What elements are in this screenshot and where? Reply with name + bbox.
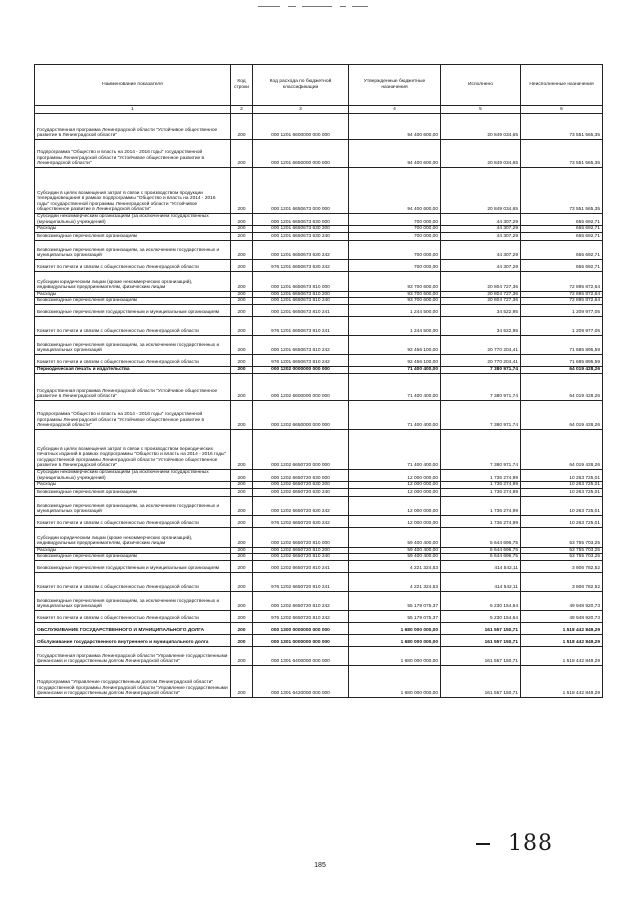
row-executed: 1 736 274,99 bbox=[441, 469, 521, 481]
table-row bbox=[35, 665, 603, 697]
row-executed: 44 307,29 bbox=[441, 214, 521, 226]
row-executed: 44 307,29 bbox=[441, 259, 521, 271]
budget-execution-table bbox=[34, 64, 603, 698]
row-expense-code: 000 1300 0000000 000 000 bbox=[253, 622, 349, 634]
row-expense-code: 000 1202 6650720 630 242 bbox=[253, 496, 349, 515]
row-unexecuted: 73 551 565,35 bbox=[521, 140, 603, 168]
table-row bbox=[35, 298, 603, 305]
handwritten-page-number bbox=[476, 831, 553, 856]
column-number: 5 bbox=[441, 106, 521, 114]
row-line-code: 200 bbox=[231, 665, 253, 697]
table-row bbox=[35, 304, 603, 316]
row-name: Государственная программа Ленинградской области "Устойчивое общественное развитие в Ленинградской области" bbox=[35, 373, 231, 400]
row-expense-code: 976 1201 6650673 810 242 bbox=[253, 354, 349, 366]
row-unexecuted: 73 551 565,35 bbox=[521, 168, 603, 214]
row-line-code: 200 bbox=[231, 622, 253, 634]
row-name: ОБСЛУЖИВАНИЕ ГОСУДАРСТВЕННОГО И МУНИЦИПАЛЬНОГО ДОЛГА bbox=[35, 622, 231, 634]
row-expense-code: 000 1202 6650720 810 000 bbox=[253, 527, 349, 547]
row-expense-code: 000 1202 6650720 000 000 bbox=[253, 429, 349, 469]
row-line-code: 200 bbox=[231, 547, 253, 554]
row-name: Государственная программа Ленинградской области "Устойчивое общественное развитие в Ленинградской области" bbox=[35, 114, 231, 140]
row-approved: 59 400 400,00 bbox=[349, 547, 441, 554]
row-name: Комитет по печати и связям с общественностью Ленинградской области bbox=[35, 610, 231, 622]
row-approved: 59 400 400,00 bbox=[349, 554, 441, 561]
row-unexecuted: 53 755 703,25 bbox=[521, 547, 603, 554]
row-unexecuted: 1 518 442 849,29 bbox=[521, 634, 603, 646]
row-approved: 93 700 600,00 bbox=[349, 298, 441, 305]
row-name: Безвозмездные перечисления организациям, за исключением государственных и муниципальных организаций bbox=[35, 591, 231, 610]
table-row bbox=[35, 527, 603, 547]
table-row bbox=[35, 335, 603, 354]
row-expense-code: 000 1201 6650673 630 240 bbox=[253, 232, 349, 240]
row-line-code: 200 bbox=[231, 114, 253, 140]
row-unexecuted: 53 755 703,25 bbox=[521, 554, 603, 561]
row-expense-code: 000 1201 6650673 810 241 bbox=[253, 304, 349, 316]
row-expense-code: 000 1202 0000000 000 000 bbox=[253, 366, 349, 373]
row-expense-code: 976 1202 6650720 630 242 bbox=[253, 515, 349, 527]
row-executed: 5 644 696,75 bbox=[441, 527, 521, 547]
table-row bbox=[35, 226, 603, 233]
column-number: 4 bbox=[349, 106, 441, 114]
row-executed: 20 804 727,36 bbox=[441, 271, 521, 291]
row-unexecuted: 71 685 895,59 bbox=[521, 354, 603, 366]
row-line-code: 200 bbox=[231, 554, 253, 561]
row-name: Субсидии в целях возмещения затрат в связи с производством продукции телерадиовещания в рамках подпрограммы "Общество и власть на 2014 - 2016 годы" государственной программы Ленинградской области "Устойчивое общественное развитие в Ленинградской области" bbox=[35, 168, 231, 214]
row-approved: 92 456 100,00 bbox=[349, 335, 441, 354]
table-row bbox=[35, 646, 603, 665]
row-name: Комитет по печати и связям с общественностью Ленинградской области bbox=[35, 259, 231, 271]
row-executed: 5 644 696,75 bbox=[441, 547, 521, 554]
row-line-code: 200 bbox=[231, 482, 253, 489]
row-unexecuted: 73 551 565,35 bbox=[521, 114, 603, 140]
table-row bbox=[35, 496, 603, 515]
row-line-code: 200 bbox=[231, 214, 253, 226]
row-expense-code: 000 1202 6650720 810 242 bbox=[253, 591, 349, 610]
row-name: Расходы bbox=[35, 482, 231, 489]
row-expense-code: 000 1201 6650673 630 200 bbox=[253, 226, 349, 233]
row-line-code: 200 bbox=[231, 271, 253, 291]
table-row bbox=[35, 610, 603, 622]
row-approved: 1 244 500,00 bbox=[349, 304, 441, 316]
row-approved: 700 000,00 bbox=[349, 240, 441, 259]
row-name: Безвозмездные перечисления организациям, за исключением государственных и муниципальных организаций bbox=[35, 335, 231, 354]
row-expense-code: 000 1202 6650720 810 240 bbox=[253, 554, 349, 561]
row-unexecuted: 64 019 428,26 bbox=[521, 366, 603, 373]
row-executed: 20 770 204,41 bbox=[441, 335, 521, 354]
table-row bbox=[35, 634, 603, 646]
row-approved: 94 400 600,00 bbox=[349, 168, 441, 214]
table-row bbox=[35, 114, 603, 140]
row-line-code: 200 bbox=[231, 366, 253, 373]
row-name: Безвозмездные перечисления организациям bbox=[35, 488, 231, 496]
column-number: 1 bbox=[35, 106, 231, 114]
row-line-code: 200 bbox=[231, 354, 253, 366]
row-name: Подпрограмма "Общество и власть на 2014 - 2016 годы" государственной программы Ленинградской области "Устойчивое общественное развитие в Ленинградской области" bbox=[35, 400, 231, 429]
row-line-code: 200 bbox=[231, 496, 253, 515]
row-expense-code: 000 1301 6400000 000 000 bbox=[253, 646, 349, 665]
row-approved: 12 000 000,00 bbox=[349, 496, 441, 515]
row-name: Безвозмездные перечисления организациям bbox=[35, 232, 231, 240]
row-name: Периодическая печать и издательства bbox=[35, 366, 231, 373]
row-line-code: 200 bbox=[231, 646, 253, 665]
row-line-code: 200 bbox=[231, 429, 253, 469]
table-row bbox=[35, 366, 603, 373]
column-number: 6 bbox=[521, 106, 603, 114]
row-line-code: 200 bbox=[231, 140, 253, 168]
row-name: Комитет по печати и связям с общественностью Ленинградской области bbox=[35, 515, 231, 527]
row-approved: 55 179 075,37 bbox=[349, 610, 441, 622]
table-row bbox=[35, 240, 603, 259]
row-name: Расходы bbox=[35, 226, 231, 233]
row-unexecuted: 1 209 977,05 bbox=[521, 304, 603, 316]
page-number: 185 bbox=[314, 862, 326, 869]
row-line-code: 200 bbox=[231, 515, 253, 527]
row-name: Комитет по печати и связям с общественностью Ленинградской области bbox=[35, 316, 231, 335]
row-expense-code: 000 1202 6650720 810 241 bbox=[253, 560, 349, 572]
row-executed: 414 542,11 bbox=[441, 572, 521, 591]
row-unexecuted: 49 948 920,73 bbox=[521, 591, 603, 610]
table-row bbox=[35, 488, 603, 496]
row-name: Подпрограмма "Управление государственным долгом Ленинградской области" государственной программы Ленинградской области "Управление государственными финансами и государственным долгом Ленинградской области" bbox=[35, 665, 231, 697]
row-line-code: 200 bbox=[231, 226, 253, 233]
row-unexecuted: 10 263 725,01 bbox=[521, 482, 603, 489]
row-line-code: 200 bbox=[231, 488, 253, 496]
row-approved: 94 400 600,00 bbox=[349, 114, 441, 140]
table-row bbox=[35, 515, 603, 527]
row-executed: 20 770 204,41 bbox=[441, 354, 521, 366]
header-expense-code: Код расхода по бюджетной классификации bbox=[253, 65, 349, 106]
row-approved: 4 221 324,53 bbox=[349, 560, 441, 572]
scan-artifact bbox=[258, 2, 378, 12]
column-number: 3 bbox=[253, 106, 349, 114]
row-name: Расходы bbox=[35, 547, 231, 554]
row-unexecuted: 1 518 442 849,29 bbox=[521, 646, 603, 665]
row-executed: 20 849 034,65 bbox=[441, 114, 521, 140]
row-expense-code: 000 1201 6650000 000 000 bbox=[253, 140, 349, 168]
row-line-code: 200 bbox=[231, 316, 253, 335]
table-row bbox=[35, 291, 603, 298]
row-line-code: 200 bbox=[231, 304, 253, 316]
row-expense-code: 000 1201 6650673 810 200 bbox=[253, 291, 349, 298]
row-executed: 414 542,11 bbox=[441, 560, 521, 572]
table-row bbox=[35, 572, 603, 591]
row-unexecuted: 53 755 703,25 bbox=[521, 527, 603, 547]
row-approved: 1 680 000 000,00 bbox=[349, 646, 441, 665]
row-name: Государственная программа Ленинградской области "Управление государственными финансами и государственным долгом Ленинградской области" bbox=[35, 646, 231, 665]
row-executed: 161 557 150,71 bbox=[441, 665, 521, 697]
row-name: Безвозмездные перечисления государственным и муниципальным организациям bbox=[35, 560, 231, 572]
header-indicator-name: Наименование показателя bbox=[35, 65, 231, 106]
row-expense-code: 000 1201 6650673 810 240 bbox=[253, 298, 349, 305]
row-line-code: 200 bbox=[231, 469, 253, 481]
row-line-code: 200 bbox=[231, 232, 253, 240]
row-executed: 5 644 696,75 bbox=[441, 554, 521, 561]
row-line-code: 200 bbox=[231, 610, 253, 622]
row-expense-code: 000 1202 6600000 000 000 bbox=[253, 373, 349, 400]
row-executed: 44 307,29 bbox=[441, 240, 521, 259]
row-approved: 1 680 000 000,00 bbox=[349, 634, 441, 646]
header-executed: Исполнено bbox=[441, 65, 521, 106]
row-executed: 44 307,29 bbox=[441, 232, 521, 240]
row-approved: 12 000 000,00 bbox=[349, 515, 441, 527]
row-approved: 12 000 000,00 bbox=[349, 469, 441, 481]
row-name: Безвозмездные перечисления организациям, за исключением государственных и муниципальных организаций bbox=[35, 240, 231, 259]
row-executed: 34 522,95 bbox=[441, 304, 521, 316]
row-unexecuted: 655 692,71 bbox=[521, 214, 603, 226]
table-row bbox=[35, 560, 603, 572]
row-expense-code: 000 1201 6600000 000 000 bbox=[253, 114, 349, 140]
table-row bbox=[35, 622, 603, 634]
row-approved: 94 400 600,00 bbox=[349, 140, 441, 168]
column-number-row bbox=[35, 106, 603, 114]
row-approved: 71 400 400,00 bbox=[349, 429, 441, 469]
row-approved: 700 000,00 bbox=[349, 214, 441, 226]
row-name: Безвозмездные перечисления государственным и муниципальным организациям bbox=[35, 304, 231, 316]
row-executed: 1 736 274,99 bbox=[441, 482, 521, 489]
row-expense-code: 976 1201 6650673 630 242 bbox=[253, 259, 349, 271]
row-approved: 93 700 600,00 bbox=[349, 271, 441, 291]
row-expense-code: 000 1202 6650720 810 200 bbox=[253, 547, 349, 554]
row-approved: 71 400 400,00 bbox=[349, 366, 441, 373]
row-unexecuted: 655 692,71 bbox=[521, 240, 603, 259]
row-expense-code: 000 1202 6650000 000 000 bbox=[253, 400, 349, 429]
row-expense-code: 976 1202 6650720 810 242 bbox=[253, 610, 349, 622]
table-row bbox=[35, 214, 603, 226]
row-approved: 4 221 324,53 bbox=[349, 572, 441, 591]
row-executed: 1 736 274,99 bbox=[441, 488, 521, 496]
table-row bbox=[35, 554, 603, 561]
row-executed: 7 380 971,74 bbox=[441, 429, 521, 469]
row-line-code: 200 bbox=[231, 572, 253, 591]
row-expense-code: 000 1201 6650673 810 242 bbox=[253, 335, 349, 354]
row-unexecuted: 10 263 725,01 bbox=[521, 496, 603, 515]
row-executed: 20 804 727,36 bbox=[441, 298, 521, 305]
handwritten-number-text: 188 bbox=[508, 831, 553, 856]
table-row bbox=[35, 168, 603, 214]
row-line-code: 200 bbox=[231, 591, 253, 610]
row-approved: 700 000,00 bbox=[349, 259, 441, 271]
row-approved: 71 400 400,00 bbox=[349, 373, 441, 400]
row-unexecuted: 10 263 725,01 bbox=[521, 469, 603, 481]
row-approved: 700 000,00 bbox=[349, 226, 441, 233]
table-row bbox=[35, 547, 603, 554]
row-expense-code: 000 1202 6650720 630 200 bbox=[253, 482, 349, 489]
row-unexecuted: 71 685 895,59 bbox=[521, 335, 603, 354]
row-name: Безвозмездные перечисления организациям bbox=[35, 298, 231, 305]
row-approved: 92 456 100,00 bbox=[349, 354, 441, 366]
row-name: Безвозмездные перечисления организациям, за исключением государственных и муниципальных организаций bbox=[35, 496, 231, 515]
table-row bbox=[35, 429, 603, 469]
row-executed: 161 557 150,71 bbox=[441, 634, 521, 646]
table-body bbox=[35, 114, 603, 698]
row-name: Комитет по печати и связям с общественностью Ленинградской области bbox=[35, 572, 231, 591]
row-name: Субсидии некоммерческим организациям (за исключением государственных (муниципальных) учреждений) bbox=[35, 214, 231, 226]
row-line-code: 200 bbox=[231, 298, 253, 305]
row-expense-code: 000 1301 0000000 000 000 bbox=[253, 634, 349, 646]
row-line-code: 200 bbox=[231, 240, 253, 259]
row-expense-code: 000 1202 6650720 630 240 bbox=[253, 488, 349, 496]
row-line-code: 200 bbox=[231, 259, 253, 271]
header-line-code: Код строки bbox=[231, 65, 253, 106]
row-expense-code: 000 1201 6650673 810 000 bbox=[253, 271, 349, 291]
handwritten-dash bbox=[476, 843, 490, 845]
row-unexecuted: 72 895 872,64 bbox=[521, 291, 603, 298]
row-unexecuted: 64 019 428,26 bbox=[521, 400, 603, 429]
row-unexecuted: 1 518 442 849,29 bbox=[521, 622, 603, 634]
row-line-code: 200 bbox=[231, 560, 253, 572]
row-line-code: 200 bbox=[231, 335, 253, 354]
row-unexecuted: 3 806 782,52 bbox=[521, 572, 603, 591]
row-unexecuted: 64 019 428,26 bbox=[521, 429, 603, 469]
header-approved: Утвержденные бюджетные назначения bbox=[349, 65, 441, 106]
row-approved: 1 680 000 000,00 bbox=[349, 665, 441, 697]
row-approved: 1 244 500,00 bbox=[349, 316, 441, 335]
row-expense-code: 000 1301 6420000 000 000 bbox=[253, 665, 349, 697]
row-executed: 20 804 727,36 bbox=[441, 291, 521, 298]
row-approved: 71 400 400,00 bbox=[349, 400, 441, 429]
row-executed: 1 736 274,99 bbox=[441, 515, 521, 527]
row-name: Обслуживание государственного внутреннего и муниципального долга bbox=[35, 634, 231, 646]
row-approved: 12 000 000,00 bbox=[349, 482, 441, 489]
row-expense-code: 000 1201 6650673 000 000 bbox=[253, 168, 349, 214]
row-expense-code: 976 1202 6650720 810 241 bbox=[253, 572, 349, 591]
table-row bbox=[35, 316, 603, 335]
table-row bbox=[35, 232, 603, 240]
row-unexecuted: 10 263 725,01 bbox=[521, 515, 603, 527]
row-line-code: 200 bbox=[231, 634, 253, 646]
row-name: Комитет по печати и связям с общественностью Ленинградской области bbox=[35, 354, 231, 366]
row-executed: 1 736 274,99 bbox=[441, 496, 521, 515]
row-line-code: 200 bbox=[231, 400, 253, 429]
row-approved: 59 400 400,00 bbox=[349, 527, 441, 547]
row-name: Субсидии юридическим лицам (кроме некоммерческих организаций), индивидуальным предпринимателям, физическим лицам bbox=[35, 527, 231, 547]
row-executed: 5 230 154,64 bbox=[441, 610, 521, 622]
row-executed: 44 307,29 bbox=[441, 226, 521, 233]
header-unexecuted: Неисполненные назначения bbox=[521, 65, 603, 106]
row-line-code: 200 bbox=[231, 373, 253, 400]
row-unexecuted: 655 692,71 bbox=[521, 232, 603, 240]
table-row bbox=[35, 354, 603, 366]
row-unexecuted: 3 806 782,52 bbox=[521, 560, 603, 572]
row-unexecuted: 655 692,71 bbox=[521, 226, 603, 233]
row-name: Безвозмездные перечисления организациям bbox=[35, 554, 231, 561]
table-row bbox=[35, 482, 603, 489]
table-row bbox=[35, 140, 603, 168]
table-row bbox=[35, 469, 603, 481]
row-executed: 7 380 971,74 bbox=[441, 373, 521, 400]
row-expense-code: 976 1201 6650673 810 241 bbox=[253, 316, 349, 335]
row-line-code: 200 bbox=[231, 527, 253, 547]
table-header-row bbox=[35, 65, 603, 106]
row-approved: 93 700 600,00 bbox=[349, 291, 441, 298]
table-row bbox=[35, 259, 603, 271]
row-executed: 161 557 150,71 bbox=[441, 646, 521, 665]
row-name: Субсидии юридическим лицам (кроме некоммерческих организаций), индивидуальным предпринимателям, физическим лицам bbox=[35, 271, 231, 291]
row-expense-code: 000 1201 6650673 630 000 bbox=[253, 214, 349, 226]
row-approved: 1 680 000 000,00 bbox=[349, 622, 441, 634]
table-row bbox=[35, 373, 603, 400]
column-number: 2 bbox=[231, 106, 253, 114]
row-line-code: 200 bbox=[231, 291, 253, 298]
row-approved: 12 000 000,00 bbox=[349, 488, 441, 496]
table-row bbox=[35, 400, 603, 429]
row-unexecuted: 72 895 872,64 bbox=[521, 271, 603, 291]
row-unexecuted: 49 948 920,73 bbox=[521, 610, 603, 622]
row-name: Расходы bbox=[35, 291, 231, 298]
row-executed: 161 557 150,71 bbox=[441, 622, 521, 634]
row-name: Субсидии в целях возмещения затрат в связи с производством периодических печатных изданий в рамках подпрограммы "Общество и власть на 2014 - 2016 годы" государственной программы Ленинградской области "Устойчивое общественное развитие в Ленинградской области" bbox=[35, 429, 231, 469]
row-executed: 7 380 971,74 bbox=[441, 400, 521, 429]
table-row bbox=[35, 271, 603, 291]
table-row bbox=[35, 591, 603, 610]
row-name: Подпрограмма "Общество и власть на 2014 - 2016 годы" государственной программы Ленинградской области "Устойчивое общественное развитие в Ленинградской области" bbox=[35, 140, 231, 168]
row-approved: 700 000,00 bbox=[349, 232, 441, 240]
row-expense-code: 000 1201 6650673 630 242 bbox=[253, 240, 349, 259]
row-executed: 20 849 034,65 bbox=[441, 140, 521, 168]
row-unexecuted: 10 263 725,01 bbox=[521, 488, 603, 496]
row-executed: 20 849 034,65 bbox=[441, 168, 521, 214]
row-unexecuted: 64 019 428,26 bbox=[521, 373, 603, 400]
row-executed: 5 230 154,64 bbox=[441, 591, 521, 610]
row-unexecuted: 1 209 977,05 bbox=[521, 316, 603, 335]
row-approved: 55 179 075,37 bbox=[349, 591, 441, 610]
row-expense-code: 000 1202 6650720 630 000 bbox=[253, 469, 349, 481]
row-unexecuted: 655 692,71 bbox=[521, 259, 603, 271]
row-executed: 7 380 971,74 bbox=[441, 366, 521, 373]
row-name: Субсидии некоммерческим организациям (за исключением государственных (муниципальных) учреждений) bbox=[35, 469, 231, 481]
row-unexecuted: 1 518 442 849,29 bbox=[521, 665, 603, 697]
row-unexecuted: 72 895 872,64 bbox=[521, 298, 603, 305]
row-executed: 34 522,95 bbox=[441, 316, 521, 335]
row-line-code: 200 bbox=[231, 168, 253, 214]
